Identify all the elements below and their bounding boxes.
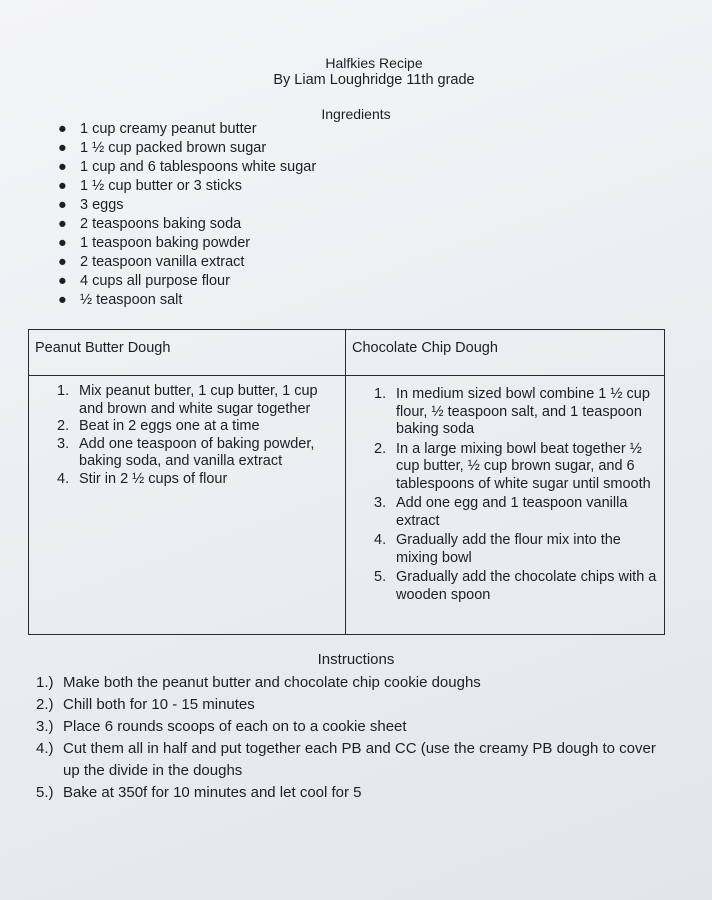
bullet-icon: ●	[58, 121, 67, 137]
list-item: 3. Add one egg and 1 teaspoon vanilla extract	[374, 495, 628, 529]
peanut-butter-steps	[29, 376, 345, 488]
peanut-butter-dough-heading: Peanut Butter Dough	[29, 330, 346, 376]
chocolate-chip-steps-cell	[346, 376, 665, 635]
recipe-page: Halfkies Recipe By Liam Loughridge 11th grade Ingredients ● 1 cup creamy peanut butter ● 1 ½ cup packed brown sugar ● 1 cup and 6 tablespoons white sugar ● 1 ½ cup butter or 3 sticks ● 3 eggs ● 2 teaspoons baking soda ● 1 teaspoon baking powder ● 2 teaspoon vanilla extract ● 4 cups all purpose flour ● ½ teaspoon salt Peanut Butter Dough Chocolate Chip Dough 1. Mix peanut butter, 1 cup butter, 1 cup and brown and white sugar together 2. Beat in 2 eggs one at a time 3. Add one teaspoon of baking powder, baking soda, and vanilla extract 4. Stir in 2 ½ cups of flour 1. In medium sized bowl combine 1 ½ cup flour, ½ teaspoon salt, and 1 teaspoon baking soda 2. In a large mixing bowl beat together ½ cup butter, ½ cup brown sugar, and 6 tablespoons of white sugar until smooth 3. Add one egg and 1 teaspoon vanilla extract 4. Gradually add the flour mix into the mixing bowl 5. Gradually add the chocolate chips with a wooden spoon Instructions 1.) Make both the peanut butter and chocolate chip cookie doughs 2.) Chill both for 10 - 15 minutes 3.) Place 6 rounds scoops of each on to a cookie sheet 4.) Cut them all in half and put together each PB and CC (use the creamy PB dough to cover up the divide in the doughs 5.) Bake at 350f for 10 minutes and let cool for 5	[0, 0, 712, 900]
ingredients-heading: Ingredients	[321, 106, 391, 122]
chocolate-chip-steps	[346, 376, 664, 604]
recipe-title: Halfkies Recipe	[325, 55, 423, 71]
list-item: 4.) Cut them all in half and put together each PB and CC (use the creamy PB dough to cover up the divide in the doughs	[36, 740, 656, 779]
list-item: 2. In a large mixing bowl beat together ½ cup butter, ½ cup brown sugar, and 6 tablespoons of white sugar until smooth	[374, 440, 651, 492]
bullet-icon: ●	[58, 235, 67, 251]
bullet-icon: ●	[58, 159, 67, 175]
bullet-icon: ●	[58, 140, 67, 156]
bullet-icon: ●	[58, 292, 67, 308]
chocolate-chip-dough-heading: Chocolate Chip Dough	[346, 330, 665, 376]
list-item: 1.) Make both the peanut butter and chocolate chip cookie doughs	[36, 674, 481, 691]
list-item: 2. Beat in 2 eggs one at a time	[57, 418, 260, 434]
list-item: 1. In medium sized bowl combine 1 ½ cup flour, ½ teaspoon salt, and 1 teaspoon baking soda	[374, 386, 650, 437]
bullet-icon: ●	[58, 178, 67, 194]
list-item: 4. Stir in 2 ½ cups of flour	[57, 470, 228, 487]
peanut-butter-steps-cell	[29, 376, 346, 635]
bullet-icon: ●	[58, 197, 67, 213]
list-item: 4. Gradually add the flour mix into the mixing bowl	[374, 532, 621, 566]
recipe-byline: By Liam Loughridge 11th grade	[273, 72, 475, 88]
list-item: 1. Mix peanut butter, 1 cup butter, 1 cup and brown and white sugar together	[57, 383, 318, 417]
list-item: 5. Gradually add the chocolate chips with a wooden spoon	[374, 569, 657, 603]
dough-steps-table	[28, 329, 665, 635]
bullet-icon: ●	[58, 216, 67, 232]
table-header-row	[29, 330, 665, 376]
list-item: 2.) Chill both for 10 - 15 minutes	[36, 696, 255, 713]
bullet-icon: ●	[58, 254, 67, 270]
table-body-row	[29, 376, 665, 635]
list-item: 5.) Bake at 350f for 10 minutes and let cool for 5	[36, 784, 362, 801]
list-item: 3. Add one teaspoon of baking powder, baking soda, and vanilla extract	[57, 435, 315, 469]
bullet-icon: ●	[58, 273, 67, 289]
instructions-heading: Instructions	[317, 651, 395, 668]
instructions-list	[36, 672, 669, 804]
list-item: 3.) Place 6 rounds scoops of each on to a cookie sheet	[36, 718, 407, 735]
